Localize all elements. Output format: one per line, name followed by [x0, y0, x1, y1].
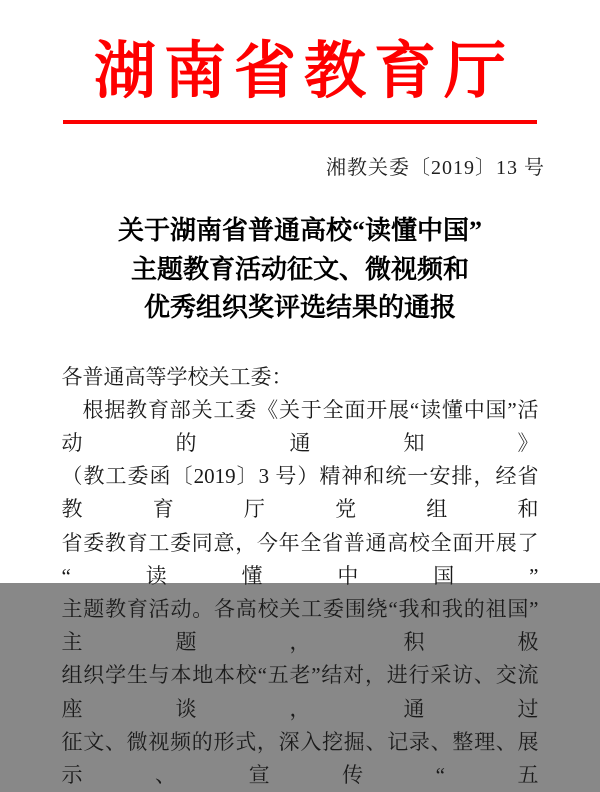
paragraph-line-3: 省委教育工委同意，今年全省普通高校全面开展了“读懂中国”: [62, 527, 539, 593]
letterhead-divider-line: [63, 120, 537, 124]
salutation: 各普通高等学校关工委：: [62, 361, 539, 394]
paragraph-line-1: 根据教育部关工委《关于全面开展“读懂中国”活动的通知》: [62, 394, 539, 460]
letterhead-agency-name: 湖南省教育厅: [0, 36, 600, 108]
paragraph-line-2: （教工委函〔2019〕3 号）精神和统一安排，经省教育厅党组和: [62, 460, 539, 526]
document-title-line-2: 主题教育活动征文、微视频和: [0, 251, 600, 290]
document-number: 湘教关委〔2019〕13 号: [0, 155, 600, 181]
document-title-line-1: 关于湖南省普通高校“读懂中国”: [0, 212, 600, 251]
paragraph-line-4: 主题教育活动。各高校关工委围绕“我和我的祖国”主题，积极: [62, 593, 539, 659]
document-body: [62, 361, 539, 792]
document-title: [0, 212, 600, 328]
paragraph-line-6: 征文、微视频的形式，深入挖掘、记录、整理、展示、宣传“五: [62, 726, 539, 792]
paragraph-line-5: 组织学生与本地本校“五老”结对，进行采访、交流座谈，通过: [62, 659, 539, 725]
document-title-line-3: 优秀组织奖评选结果的通报: [0, 289, 600, 328]
